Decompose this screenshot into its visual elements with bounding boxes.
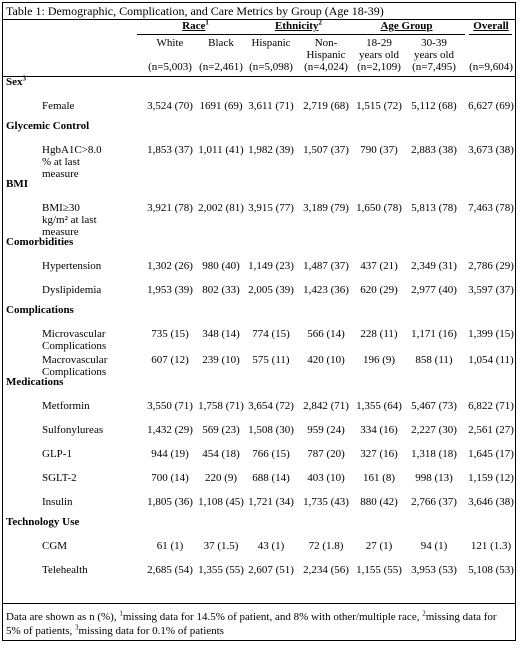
table-cell: 2,002 (81)	[198, 202, 244, 214]
table-cell: 2,234 (56)	[303, 564, 349, 576]
table-cell: 2,977 (40)	[411, 284, 457, 296]
title-rule	[2, 19, 516, 20]
row-label: Insulin	[42, 496, 73, 508]
column-n: (n=7,495)	[412, 61, 456, 73]
section-label: Medications	[6, 376, 64, 388]
table-cell: 1,758 (71)	[198, 400, 244, 412]
table-cell: 3,915 (77)	[248, 202, 294, 214]
table-cell: 5,112 (68)	[411, 100, 457, 112]
table-cell: 787 (20)	[307, 448, 345, 460]
table-cell: 420 (10)	[307, 354, 345, 366]
table-cell: 1,399 (15)	[468, 328, 514, 340]
row-label: Metformin	[42, 400, 90, 412]
group-header-label: Race	[182, 20, 206, 32]
footer-rule	[2, 603, 516, 604]
table-cell: 5,467 (73)	[411, 400, 457, 412]
header-rule	[2, 76, 516, 77]
row-label: Complications	[42, 340, 107, 352]
table-cell: 220 (9)	[204, 472, 238, 484]
table-cell: 239 (10)	[202, 354, 240, 366]
group-underline	[348, 34, 465, 35]
table-cell: 1,721 (34)	[248, 496, 294, 508]
table-cell: 1,645 (17)	[468, 448, 514, 460]
table-cell: 998 (13)	[415, 472, 453, 484]
group-underline	[137, 34, 245, 35]
table-cell: 61 (1)	[156, 540, 184, 552]
column-n: (n=2,461)	[199, 61, 243, 73]
group-header	[182, 20, 209, 33]
table-cell: 3,921 (78)	[147, 202, 193, 214]
table-cell: 3,524 (70)	[147, 100, 193, 112]
table-cell: 735 (15)	[151, 328, 189, 340]
table-footnote	[6, 610, 506, 638]
column-header: years old	[413, 49, 455, 61]
column-n: (n=2,109)	[357, 61, 401, 73]
table-cell: 3,597 (37)	[468, 284, 514, 296]
table-cell: 3,953 (53)	[411, 564, 457, 576]
section-header	[6, 236, 73, 249]
section-header	[6, 120, 89, 133]
table-cell: 1,805 (36)	[147, 496, 193, 508]
footnote-marker: 3	[75, 623, 79, 632]
table-cell: 790 (37)	[360, 144, 398, 156]
footnote-text: missing data for 0.1% of patients	[78, 625, 224, 637]
group-header-footnote-marker: 2	[318, 18, 322, 27]
row-label: Telehealth	[42, 564, 88, 576]
table-cell: 3,189 (79)	[303, 202, 349, 214]
table-cell: 2,719 (68)	[303, 100, 349, 112]
table-cell: 1,423 (36)	[303, 284, 349, 296]
table-cell: 1,515 (72)	[356, 100, 402, 112]
column-header: Black	[208, 37, 234, 49]
table-cell: 43 (1)	[257, 540, 285, 552]
table-cell: 327 (16)	[360, 448, 398, 460]
section-label: BMI	[6, 178, 28, 190]
table-cell: 569 (23)	[202, 424, 240, 436]
section-header	[6, 304, 74, 317]
section-label: Glycemic Control	[6, 120, 90, 132]
table-cell: 1,159 (12)	[468, 472, 514, 484]
table-cell: 959 (24)	[307, 424, 345, 436]
table-cell: 1,487 (37)	[303, 260, 349, 272]
table-cell: 802 (33)	[202, 284, 240, 296]
table-cell: 620 (29)	[360, 284, 398, 296]
table-cell: 944 (19)	[151, 448, 189, 460]
row-label: Microvascular	[42, 328, 106, 340]
table-cell: 980 (40)	[202, 260, 240, 272]
section-label: Sex	[6, 76, 23, 88]
table-cell: 1,011 (41)	[198, 144, 244, 156]
table-cell: 1,054 (11)	[468, 354, 514, 366]
section-header	[6, 178, 28, 191]
table-cell: 1,982 (39)	[248, 144, 294, 156]
table-cell: 3,673 (38)	[468, 144, 514, 156]
table-cell: 228 (11)	[360, 328, 398, 340]
table-cell: 2,685 (54)	[147, 564, 193, 576]
column-header: Hispanic	[306, 49, 346, 61]
table-cell: 454 (18)	[202, 448, 240, 460]
group-underline	[242, 34, 353, 35]
section-label: Technology Use	[6, 516, 80, 528]
table-cell: 403 (10)	[307, 472, 345, 484]
row-label: CGM	[42, 540, 68, 552]
table-cell: 5,813 (78)	[411, 202, 457, 214]
table-cell: 858 (11)	[415, 354, 453, 366]
column-header: 30-39	[421, 37, 447, 49]
table-cell: 880 (42)	[360, 496, 398, 508]
table-cell: 1,953 (39)	[147, 284, 193, 296]
row-label: Female	[42, 100, 75, 112]
table-cell: 1,355 (64)	[356, 400, 402, 412]
table-cell: 2,227 (30)	[411, 424, 457, 436]
table-cell: 3,550 (71)	[147, 400, 193, 412]
table-cell: 1,508 (30)	[248, 424, 294, 436]
table-cell: 37 (1.5)	[203, 540, 239, 552]
table-cell: 2,766 (37)	[411, 496, 457, 508]
row-label: measure	[42, 168, 79, 180]
table-cell: 1,149 (23)	[248, 260, 294, 272]
column-n: (n=9,604)	[469, 61, 513, 73]
table-cell: 2,842 (71)	[303, 400, 349, 412]
table-cell: 700 (14)	[151, 472, 189, 484]
table-cell: 7,463 (78)	[468, 202, 514, 214]
table-cell: 2,786 (29)	[468, 260, 514, 272]
table-cell: 1,853 (37)	[147, 144, 193, 156]
group-header	[275, 20, 322, 33]
table-cell: 6,822 (71)	[468, 400, 514, 412]
column-n: (n=5,003)	[148, 61, 192, 73]
table-cell: 72 (1.8)	[308, 540, 344, 552]
section-label: Comorbidities	[6, 236, 74, 248]
table-cell: 2,005 (39)	[248, 284, 294, 296]
section-header	[6, 516, 79, 529]
group-header	[473, 20, 508, 33]
section-header	[6, 376, 63, 389]
section-label: Complications	[6, 304, 74, 316]
table-cell: 774 (15)	[252, 328, 290, 340]
table-cell: 2,607 (51)	[248, 564, 294, 576]
row-label: kg/m² at last	[42, 214, 97, 226]
table-cell: 1,650 (78)	[356, 202, 402, 214]
row-label: Macrovascular	[42, 354, 108, 366]
section-footnote-marker: 3	[22, 74, 26, 83]
table-title: Table 1: Demographic, Complication, and Care Metrics by Group (Age 18-39)	[6, 4, 384, 18]
table-cell: 1,108 (45)	[198, 496, 244, 508]
row-label: BMI≥30	[42, 202, 80, 214]
table-cell: 1,355 (55)	[198, 564, 244, 576]
row-label: % at last	[42, 156, 80, 168]
footnote-text: missing data for 14.5% of patient, and 8% with other/multiple race,	[122, 611, 423, 623]
row-label: SGLT-2	[42, 472, 77, 484]
row-label: measure	[42, 226, 79, 238]
table-cell: 1,507 (37)	[303, 144, 349, 156]
row-label: Sulfonylureas	[42, 424, 104, 436]
table-cell: 161 (8)	[362, 472, 396, 484]
group-header-label: Overall	[473, 20, 509, 32]
footnote-marker: 2	[422, 609, 426, 618]
group-underline	[469, 34, 512, 35]
table-cell: 348 (14)	[202, 328, 240, 340]
table-cell: 94 (1)	[420, 540, 448, 552]
group-header-label: Age Group	[380, 20, 433, 32]
column-header: Non-	[314, 37, 338, 49]
table-cell: 2,349 (31)	[411, 260, 457, 272]
table-cell: 688 (14)	[252, 472, 290, 484]
table-cell: 1,318 (18)	[411, 448, 457, 460]
table-cell: 3,654 (72)	[248, 400, 294, 412]
table-cell: 334 (16)	[360, 424, 398, 436]
table-cell: 27 (1)	[365, 540, 393, 552]
table-cell: 1,735 (43)	[303, 496, 349, 508]
column-header: White	[156, 37, 184, 49]
table-cell: 566 (14)	[307, 328, 345, 340]
table-cell: 766 (15)	[252, 448, 290, 460]
table-cell: 6,627 (69)	[468, 100, 514, 112]
table-cell: 196 (9)	[362, 354, 396, 366]
column-header: 18-29	[366, 37, 392, 49]
row-label: Dyslipidemia	[42, 284, 102, 296]
column-n: (n=5,098)	[249, 61, 293, 73]
group-header	[380, 20, 432, 33]
section-header	[6, 76, 26, 89]
table-cell: 1691 (69)	[199, 100, 243, 112]
table-cell: 2,561 (27)	[468, 424, 514, 436]
group-header-label: Ethnicity	[275, 20, 319, 32]
table-cell: 121 (1.3)	[470, 540, 512, 552]
footnote-text: missing data for 5% of patients,	[6, 611, 497, 637]
table-cell: 3,611 (71)	[248, 100, 294, 112]
table-cell: 1,171 (16)	[411, 328, 457, 340]
table-cell: 607 (12)	[151, 354, 189, 366]
table-cell: 1,432 (29)	[147, 424, 193, 436]
table-cell: 437 (21)	[360, 260, 398, 272]
table-cell: 5,108 (53)	[468, 564, 514, 576]
column-header: years old	[358, 49, 400, 61]
table-cell: 575 (11)	[252, 354, 290, 366]
table-cell: 2,883 (38)	[411, 144, 457, 156]
row-label: GLP-1	[42, 448, 72, 460]
row-label: Complications	[42, 366, 107, 378]
table-cell: 1,302 (26)	[147, 260, 193, 272]
table-cell: 1,155 (55)	[356, 564, 402, 576]
column-n: (n=4,024)	[304, 61, 348, 73]
footnote-text: Data are shown as n (%),	[6, 611, 120, 623]
group-header-footnote-marker: 1	[205, 18, 209, 27]
row-label: HgbA1C>8.0	[42, 144, 102, 156]
table-cell: 3,646 (38)	[468, 496, 514, 508]
row-label: Hypertension	[42, 260, 102, 272]
footnote-marker: 1	[119, 609, 123, 618]
column-header: Hispanic	[251, 37, 291, 49]
